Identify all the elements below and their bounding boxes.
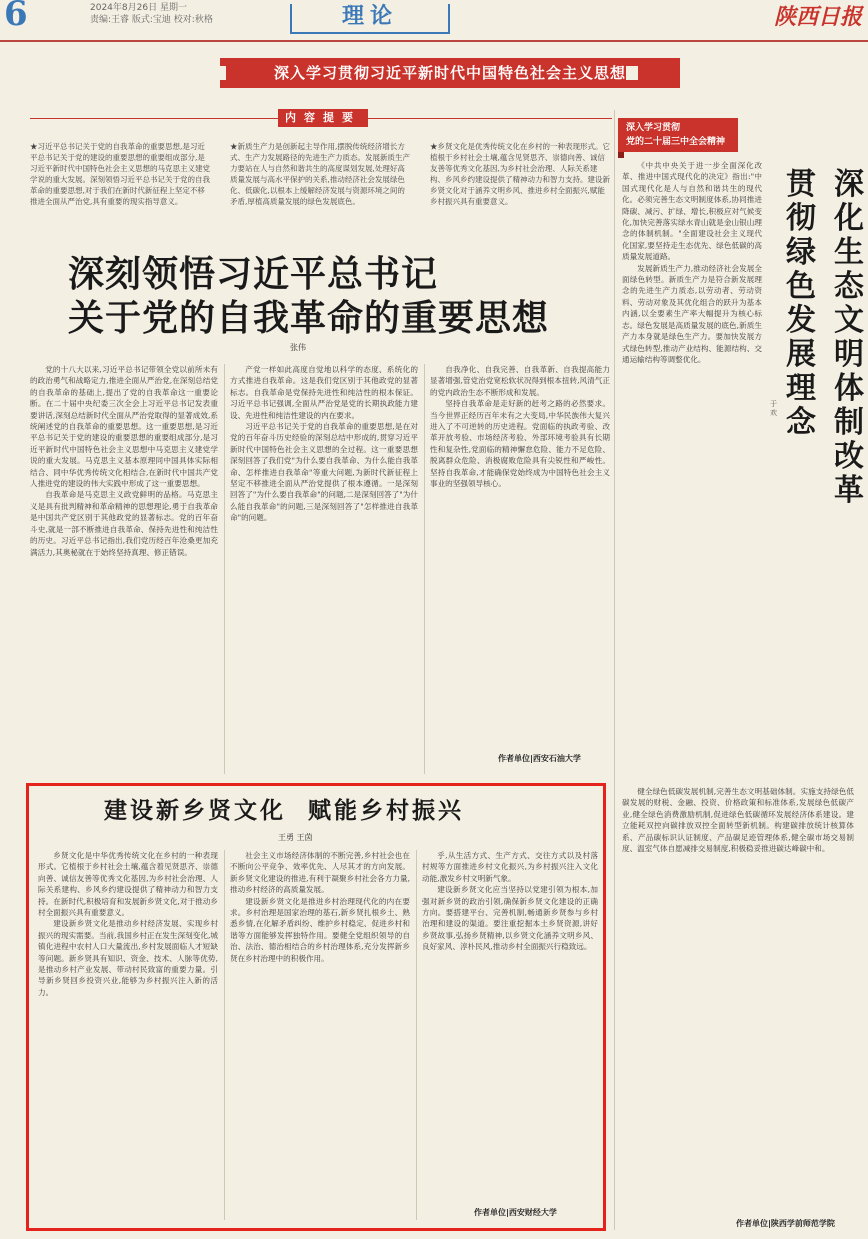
main-article-title — [68, 252, 549, 340]
paragraph: 产党一样如此高度自觉地以科学的态度、系统化的方式推进自我革命。这是我们党区别于其他政党的显著标志。自我革命是党保持先进性和纯洁性的根本保证。习近平总书记强调,全面从严治党是党的长期执政能力建设、先进性和纯洁性建设的内在要求。 — [230, 365, 418, 420]
paragraph: 党的十八大以来,习近平总书记带领全党以前所未有的政治勇气和战略定力,推进全面从严治党,在深刻总结党的自我革命的基础上,提出了党的自我革命这一重要论断。在二十届中央纪委三次全会上习近平总书记发表重要讲话,深刻总结新时代全面从严治党取得的显著成效,系统阐述党的自我革命的重要思想。这一重要思想,是习近平总书记关于党的建设的重要思想的重要组成部分,是习近平新时代中国特色社会主义思想中马克思主义建党学说的重大发展。马克思主义基本原理同中国具体实际相结合、同中华优秀传统文化相结合,在新时代中国共产党人推进党的建设的伟大实践中形成了这一重要思想。 — [30, 365, 218, 489]
paragraph: 健全绿色低碳发展机制,完善生态文明基础体制。实施支持绿色低碳发展的财税、金融、投资、价格政策和标准体系,发展绿色低碳产业,健全绿色消费激励机制,促进绿色低碳循环发展经济体系建设。建立能耗双控向碳排放双控全面转型新机制。构建碳排放统计核算体系、产品碳标识认证制度、产品碳足迹管理体系,健全碳市场交易制度、温室气体自愿减排交易制度,积极稳妥推进碳达峰碳中和。 — [622, 787, 854, 854]
masthead-meta — [90, 2, 213, 26]
sidebar-label-line-2: 党的二十届三中全会精神 — [626, 137, 726, 147]
highlight-article-affiliation: 作者单位|西安财经大学 — [474, 1208, 557, 1217]
paragraph: 自我净化、自我完善、自我革新、自我提高能力显著增强,管党治党宽松软状况得到根本扭转,风清气正的党内政治生态不断形成和发展。 — [430, 365, 610, 397]
main-article-author: 张伟 — [290, 343, 306, 352]
highlight-title-part-1: 建设新乡贤文化 — [104, 798, 286, 824]
column-divider — [224, 850, 225, 1220]
column-divider — [224, 364, 225, 774]
brand-logo: 陕西日报 — [773, 4, 862, 30]
sidebar-label-line-1: 深入学习贯彻 — [626, 123, 681, 133]
sidebar-divider — [614, 110, 615, 1230]
paragraph: 建设新乡贤文化是推动乡村经济发展、实现乡村振兴的现实需要。当前,我国乡村正在发生深刻变化,城镇化进程中农村人口大量流出,乡村发展面临人才短缺等问题。新乡贤具有知识、资金、技术、人脉等优势,是推动乡村产业发展、带动村民致富的重要力量。引导新乡贤回乡投资兴业,能够为乡村振兴注入新的活力。 — [38, 919, 218, 997]
main-article-col-3 — [430, 364, 610, 744]
main-article-col-1 — [30, 364, 218, 774]
highlight-col-1 — [38, 850, 218, 1220]
highlight-title-part-2: 赋能乡村振兴 — [308, 798, 464, 824]
editors-line: 责编:王睿 版式:宝迪 校对:秋格 — [90, 15, 213, 25]
paragraph: 自我革命是马克思主义政党鲜明的品格。马克思主义是具有批判精神和革命精神的思想理论,勇于自我革命是中国共产党区别于其他政党的显著标志。党的百年奋斗史,就是一部不断推进自我革命、保持先进性和纯洁性的历史。习近平总书记指出,我们党历经百年沧桑更加充满活力,其奥秘就在于始终坚持真理、修正错误。 — [30, 490, 218, 557]
topic-banner: 深入学习贯彻习近平新时代中国特色社会主义思想 — [220, 58, 680, 88]
main-title-line-2: 关于党的自我革命的重要思想 — [68, 297, 550, 339]
paragraph: 建设新乡贤文化是推进乡村治理现代化的内在要求。乡村治理是国家治理的基石,新乡贤扎根乡土、熟悉乡情,在化解矛盾纠纷、维护乡村稳定、促进乡村和谐等方面能够发挥独特作用。要健全党组织领导的自治、法治、德治相结合的乡村治理体系,充分发挥新乡贤在乡村治理中的积极作用。 — [230, 896, 410, 963]
summary-title: 内容提要 — [278, 109, 368, 127]
main-title-line-1: 深刻领悟习近平总书记 — [68, 253, 439, 295]
sidebar-label — [618, 118, 738, 152]
summary-col-2: ★新质生产力是创新起主导作用,摆脱传统经济增长方式、生产力发展路径的先进生产力质态。发展新质生产力要站在人与自然和谐共生的高度谋划发展,处理好高质量发展与高水平保护的关系,推动经济社会发展绿色化、低碳化,以根本上缓解经济发展与资源环境之间的矛盾,厚植高质量发展的绿色发展底色。 — [230, 142, 410, 206]
paragraph: 习近平总书记关于党的自我革命的重要思想,是在对党的百年奋斗历史经验的深刻总结中形成的,贯穿习近平新时代中国特色社会主义思想的全过程。这一重要思想深刻回答了我们党"为什么要自我革命、为什么能自我革命、怎样推进自我革命"等重大问题,为新时代新征程上坚定不移推进全面从严治党提供了根本遵循。一是深刻回答了"为什么要自我革命"的问题,二是深刻回答了"为什么能自我革命"的问题,三是深刻回答了"怎样推进自我革命"的问题。 — [230, 422, 418, 523]
paragraph: 乎,从生活方式、生产方式、交往方式以及村落村规等方面推进乡村文化振兴,为乡村振兴注入文化动能,激发乡村文明新气象。 — [422, 851, 598, 883]
column-divider — [424, 364, 425, 774]
summary-col-1: ★习近平总书记关于党的自我革命的重要思想,是习近平总书记关于党的建设的重要思想的重要组成部分,是习近平新时代中国特色社会主义思想的马克思主义建党学说的重大发展。深刻领悟习近平总书记关于党的自我革命的重要思想,对于我们在新时代新征程上坚定不移推进全面从严治党,具有重要的现实指导意义。 — [30, 142, 210, 206]
paragraph: 《中共中央关于进一步全面深化改革、推进中国式现代化的决定》指出:"中国式现代化是人与自然和谐共生的现代化。必须完善生态文明制度体系,协同推进降碳、减污、扩绿、增长,积极应对气候变化,加快完善落实绿水青山就是金山银山理念的体制机制。"全面建设社会主义现代化国家,要坚持走生态优先、绿色低碳的高质量发展道路。 — [622, 161, 762, 262]
masthead — [0, 0, 868, 42]
summary-col-3: ★乡贤文化是优秀传统文化在乡村的一种表现形式。它植根于乡村社会土壤,蕴含见贤思齐、崇德向善、诚信友善等优秀文化基因,为乡村社会治理、人际关系建构、乡风乡约建设提供了精神动力和智力支持。建设新乡贤文化对于涵养文明乡风、推进乡村全面振兴,赋能乡村振兴具有重要意义。 — [430, 142, 610, 206]
sidebar-title-part-2: 深化生态文明体制改革 — [834, 167, 864, 508]
highlight-article-authors: 王勇 王茵 — [278, 833, 313, 842]
main-article-col-2 — [230, 364, 418, 774]
date-line: 2024年8月26日 星期一 — [90, 3, 187, 13]
paragraph: 坚持自我革命是走好新的赶考之路的必然要求。当今世界正经历百年未有之大变局,中华民族伟大复兴进入了不可逆转的历史进程。党面临的执政考验、改革开放考验、市场经济考验、外部环境考验具有长期性和复杂性,党面临的精神懈怠危险、能力不足危险、脱离群众危险、消极腐败危险具有尖锐性和严峻性。坚持自我革命,才能确保党始终成为中国特色社会主义事业的坚强领导核心。 — [430, 399, 610, 489]
paragraph: 建设新乡贤文化应当坚持以党建引领为根本,加强对新乡贤的政治引领,确保新乡贤文化建设的正确方向。要搭建平台、完善机制,畅通新乡贤参与乡村治理和建设的渠道。要注重挖掘本土乡贤资源,讲好乡贤故事,弘扬乡贤精神,以乡贤文化涵养文明乡风、良好家风、淳朴民风,推动乡村全面振兴行稳致远。 — [422, 885, 598, 952]
section-tag: 理论 — [290, 4, 450, 34]
column-divider — [416, 850, 417, 1220]
highlight-col-2 — [230, 850, 410, 1220]
highlight-col-3 — [422, 850, 598, 1202]
main-article-affiliation: 作者单位|西安石油大学 — [498, 754, 581, 763]
sidebar-col-1 — [622, 160, 762, 780]
sidebar-col-2 — [622, 786, 854, 1206]
sidebar-affiliation: 作者单位|陕西学前师范学院 — [736, 1219, 835, 1228]
paragraph: 社会主义市场经济体制的不断完善,乡村社会也在不断向公平竞争、效率优先、人尽其才的方向发展。新乡贤文化建设的推进,有利于凝聚乡村社会各方力量,推动乡村经济的高质量发展。 — [230, 851, 410, 895]
summary-box — [30, 111, 612, 206]
paragraph: 发展新质生产力,推动经济社会发展全面绿色转型。新质生产力是符合新发展理念的先进生产力质态,以劳动者、劳动资料、劳动对象及其优化组合的跃升为基本内涵,以全要素生产率大幅提升为核心标志。绿色发展是高质量发展的底色,新质生产力本身就是绿色生产力。要加快发展方式绿色转型,推动产业结构、能源结构、交通运输结构等调整优化。 — [622, 263, 762, 364]
paragraph: 乡贤文化是中华优秀传统文化在乡村的一种表现形式。它植根于乡村社会土壤,蕴含着见贤思齐、崇德向善、诚信友善等优秀文化基因,为乡村社会治理、人际关系建构、乡风乡约建设提供了精神动力和智力支持。在新时代,积极培育和发展新乡贤文化,对于推动乡村全面振兴具有重要意义。 — [38, 851, 218, 918]
sidebar-title-part-1: 贯彻绿色发展理念 — [786, 167, 816, 440]
sidebar-author: 于欢 — [770, 400, 777, 417]
highlight-article-title — [104, 792, 464, 825]
page-number: 6 — [4, 0, 28, 34]
